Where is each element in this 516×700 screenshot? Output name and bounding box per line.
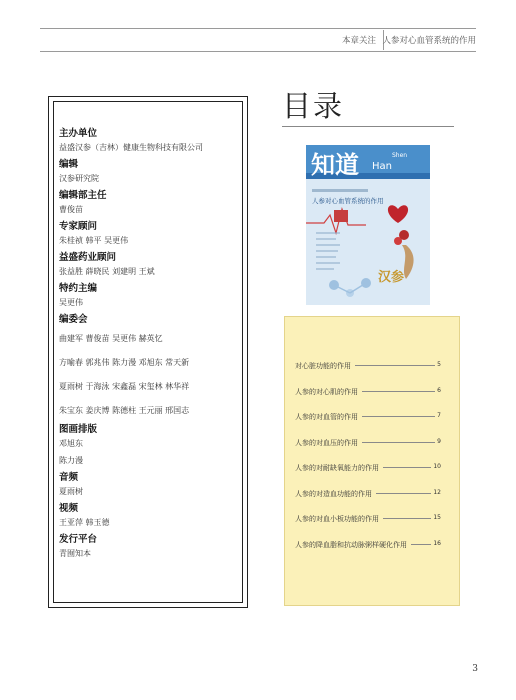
toc-leader-line (362, 416, 435, 417)
page-header (40, 28, 476, 52)
staff-role: 发行平台 (59, 534, 98, 545)
toc-item[interactable] (295, 514, 441, 540)
toc-list (295, 361, 441, 565)
staff-role: 编辑 (59, 159, 79, 170)
staff-name: 朱宝东 姜庆博 陈德柱 王元丽 邢国志 (59, 406, 190, 415)
cover-illustration (306, 145, 430, 305)
staff-name: 青囿知本 (59, 549, 91, 558)
staff-role: 音频 (59, 472, 79, 483)
staff-name: 夏雨树 于海泳 宋鑫磊 宋玺林 林华祥 (59, 382, 190, 391)
toc-item[interactable] (295, 438, 441, 464)
staff-name: 张益胜 薛晓民 刘建明 王斌 (59, 267, 155, 276)
toc-item-label: 对心脏功能的作用 (295, 362, 351, 370)
staff-role: 编辑部主任 (59, 190, 107, 201)
cover-seal: 汉参 (378, 270, 405, 285)
toc-item-label: 人参的对血压的作用 (295, 438, 358, 447)
staff-name: 曹俊苗 (59, 205, 83, 214)
header-topic-label: 人参对心血管系统的作用 (382, 36, 476, 46)
staff-list (59, 127, 239, 564)
toc-item-page: 15 (433, 514, 441, 521)
toc-leader-line (355, 365, 435, 366)
staff-role: 益盛药业顾问 (59, 252, 117, 263)
toc-item-label: 人参的降血脂和抗动脉粥样硬化作用 (295, 540, 407, 549)
cover-brand-latin-top: Han (372, 161, 392, 172)
toc-item-page: 7 (437, 412, 441, 419)
staff-name: 朱桂祯 韩平 吴更伟 (59, 236, 129, 245)
cover-brand: 知道 (311, 151, 359, 179)
toc-item-page: 5 (437, 361, 441, 368)
toc-item-label: 人参的对耐缺氧能力的作用 (295, 464, 379, 472)
staff-role: 专家顾问 (59, 221, 98, 232)
toc-title-rule (282, 126, 454, 127)
toc-item-page: 6 (437, 386, 441, 394)
toc-title: 目录 (282, 89, 345, 123)
staff-name: 王亚萍 韩玉德 (59, 518, 110, 527)
staff-name: 陈力漫 (59, 456, 83, 465)
staff-role: 编委会 (59, 314, 88, 325)
toc-leader-line (362, 442, 435, 443)
staff-name: 益盛汉参（吉林）健康生物科技有限公司 (59, 143, 203, 152)
staff-name: 曲建军 曹俊苗 吴更伟 赫英忆 (59, 334, 163, 343)
toc-item-page: 10 (433, 463, 441, 470)
toc-item-page: 16 (433, 539, 441, 547)
staff-role: 视频 (59, 503, 79, 514)
toc-item[interactable] (295, 412, 441, 438)
cover-brand-latin-bottom: Shen (392, 152, 408, 159)
staff-name: 方喻春 郭兆伟 陈力漫 邓旭东 常天新 (59, 358, 190, 367)
staff-panel (48, 96, 248, 608)
header-section-label: 本章关注 (341, 36, 376, 46)
toc-item[interactable] (295, 489, 441, 515)
toc-leader-line (376, 493, 431, 494)
staff-name: 夏雨树 (59, 487, 83, 496)
toc-item[interactable] (295, 463, 441, 489)
toc-leader-line (362, 391, 435, 392)
toc-panel (284, 316, 460, 606)
toc-leader-line (383, 467, 431, 468)
staff-name: 汉参研究院 (59, 174, 99, 183)
toc-item-page: 9 (437, 437, 441, 445)
toc-item-label: 人参的对血小板功能的作用 (295, 515, 379, 523)
toc-item-label: 人参的对造血功能的作用 (295, 489, 372, 498)
magazine-cover (306, 145, 430, 305)
staff-role: 主办单位 (59, 128, 98, 139)
staff-role: 图画排版 (59, 424, 98, 435)
staff-role: 特约主编 (59, 283, 98, 294)
toc-item[interactable] (295, 540, 441, 566)
toc-item[interactable] (295, 361, 441, 387)
toc-item-label: 人参的对心肌的作用 (295, 387, 358, 396)
toc-item-page: 12 (433, 488, 441, 496)
cover-subtitle: 人参对心血管系统的作用 (312, 197, 384, 205)
page-number: 3 (472, 664, 478, 674)
toc-item-label: 人参的对血管的作用 (295, 413, 358, 421)
toc-item[interactable] (295, 387, 441, 413)
staff-name: 吴更伟 (59, 298, 83, 307)
toc-leader-line (383, 518, 431, 519)
toc-leader-line (411, 544, 431, 545)
staff-name: 邓旭东 (59, 439, 83, 448)
